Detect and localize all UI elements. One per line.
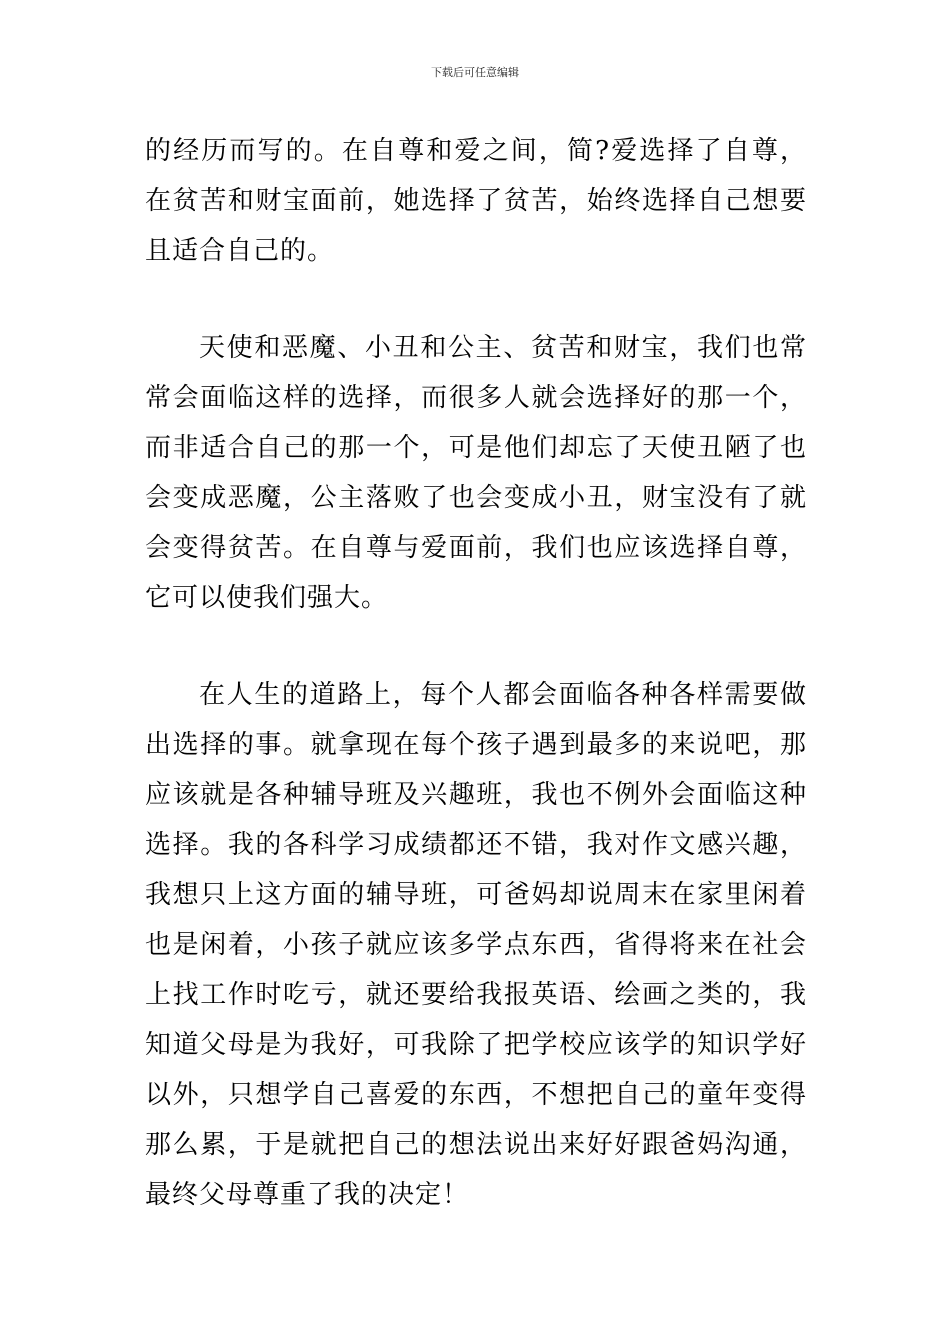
document-body — [145, 126, 807, 1220]
paragraph-choices: 天使和恶魔、小丑和公主、贫苦和财宝，我们也常常会面临这样的选择，而很多人就会选择好的那一个，而非适合自己的那一个，可是他们却忘了天使丑陋了也会变成恶魔，公主落败了也会变成小丑，财宝没有了就会变得贫苦。在自尊与爱面前，我们也应该选择自尊，它可以使我们强大。 — [145, 333, 807, 613]
page-header-note: 下载后可任意编辑 — [431, 66, 519, 79]
paragraph-continuation: 的经历而写的。在自尊和爱之间，简?爱选择了自尊，在贫苦和财宝面前，她选择了贫苦，始终选择自己想要且适合自己的。 — [145, 136, 807, 266]
paragraph-life-path: 在人生的道路上，每个人都会面临各种各样需要做出选择的事。就拿现在每个孩子遇到最多的来说吧，那应该就是各种辅导班及兴趣班，我也不例外会面临这种选择。我的各科学习成绩都还不错，我对作文感兴趣，我想只上这方面的辅导班，可爸妈却说周末在家里闲着也是闲着，小孩子就应该多学点东西，省得将来在社会上找工作时吃亏，就还要给我报英语、绘画之类的，我知道父母是为我好，可我除了把学校应该学的知识学好以外，只想学自己喜爱的东西，不想把自己的童年变得那么累，于是就把自己的想法说出来好好跟爸妈沟通，最终父母尊重了我的决定！ — [145, 680, 807, 1210]
